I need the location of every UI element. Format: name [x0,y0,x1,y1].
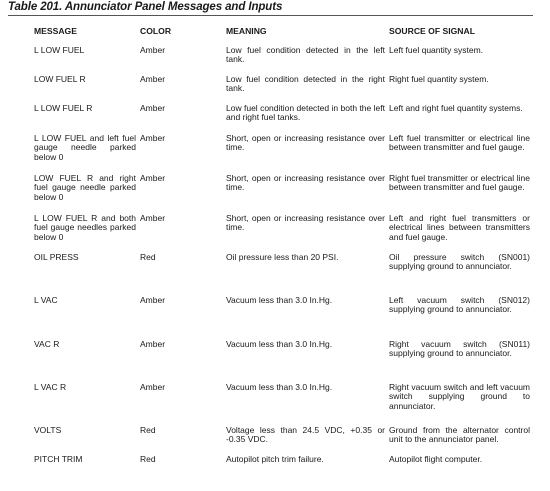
cell-color: Amber [140,73,166,84]
cell-color: Amber [140,381,166,392]
cell-color: Red [140,424,156,435]
cell-message: L LOW FUEL [34,44,85,55]
table-row [34,455,534,469]
cell-source: Left and right fuel quantity systems. [389,102,523,113]
cell-source: Left and right fuel transmitters or electrical lines between transmitters and fuel gauge. [389,212,530,242]
cell-message: LOW FUEL R and right fuel gauge needle parked below 0 [34,172,136,202]
table-row [34,296,534,340]
cell-source: Right vacuum switch and left vacuum switch supplying ground to annunciator. [389,381,530,411]
cell-message: L VAC [34,294,58,305]
table-header-row [34,20,534,46]
cell-source: Autopilot flight computer. [389,453,483,464]
cell-color: Amber [140,294,166,305]
table-row [34,46,534,75]
cell-meaning: Low fuel condition detected in both the left and right fuel tanks. [226,102,385,123]
header-color: COLOR [140,26,172,36]
header-source: SOURCE OF SIGNAL [389,26,475,36]
table-row [34,134,534,174]
cell-source: Left vacuum switch (SN012) supplying ground to annunciator. [389,294,530,315]
cell-meaning: Low fuel condition detected in the left tank. [226,44,385,65]
cell-message: L LOW FUEL and left fuel gauge needle parked below 0 [34,132,136,162]
cell-color: Amber [140,102,166,113]
annunciator-table [34,20,534,469]
cell-color: Amber [140,172,166,183]
cell-meaning: Short, open or increasing resistance over time. [226,172,385,193]
cell-meaning: Autopilot pitch trim failure. [226,453,324,464]
table-row [34,75,534,104]
table-row [34,253,534,296]
cell-message: OIL PRESS [34,251,79,262]
cell-message: VOLTS [34,424,62,435]
cell-message: L LOW FUEL R and both fuel gauge needles parked below 0 [34,212,136,242]
cell-color: Amber [140,132,166,143]
cell-message: VAC R [34,338,60,349]
table-row [34,104,534,134]
cell-source: Right fuel transmitter or electrical line between transmitter and fuel gauge. [389,172,530,193]
cell-source: Left fuel transmitter or electrical line between transmitter and fuel gauge. [389,132,530,153]
cell-source: Oil pressure switch (SN001) supplying ground to annunciator. [389,251,530,272]
cell-source: Left fuel quantity system. [389,44,484,55]
table-row [34,174,534,214]
cell-color: Amber [140,212,166,223]
table-title: Table 201. Annunciator Panel Messages and Inputs [8,1,283,13]
cell-meaning: Low fuel condition detected in the right tank. [226,73,385,94]
cell-meaning: Voltage less than 24.5 VDC, +0.35 or -0.35 VDC. [226,424,385,445]
cell-message: L VAC R [34,381,67,392]
header-message: MESSAGE [34,26,77,36]
cell-message: LOW FUEL R [34,73,86,84]
cell-meaning: Short, open or increasing resistance over time. [226,132,385,153]
cell-source: Right fuel quantity system. [389,73,489,84]
table-row [34,214,534,253]
cell-message: L LOW FUEL R [34,102,93,113]
table-row [34,383,534,426]
table-row [34,340,534,383]
cell-meaning: Oil pressure less than 20 PSI. [226,251,339,262]
cell-meaning: Vacuum less than 3.0 In.Hg. [226,381,333,392]
cell-meaning: Short, open or increasing resistance over time. [226,212,385,233]
table-row [34,426,534,455]
cell-message: PITCH TRIM [34,453,83,464]
header-meaning: MEANING [226,26,267,36]
cell-color: Red [140,453,156,464]
cell-meaning: Vacuum less than 3.0 In.Hg. [226,338,333,349]
cell-color: Amber [140,44,166,55]
cell-color: Red [140,251,156,262]
title-divider [8,15,533,16]
cell-source: Ground from the alternator control unit to the annunciator panel. [389,424,530,445]
cell-source: Right vacuum switch (SN011) supplying ground to annunciator. [389,338,530,359]
cell-color: Amber [140,338,166,349]
cell-meaning: Vacuum less than 3.0 In.Hg. [226,294,333,305]
